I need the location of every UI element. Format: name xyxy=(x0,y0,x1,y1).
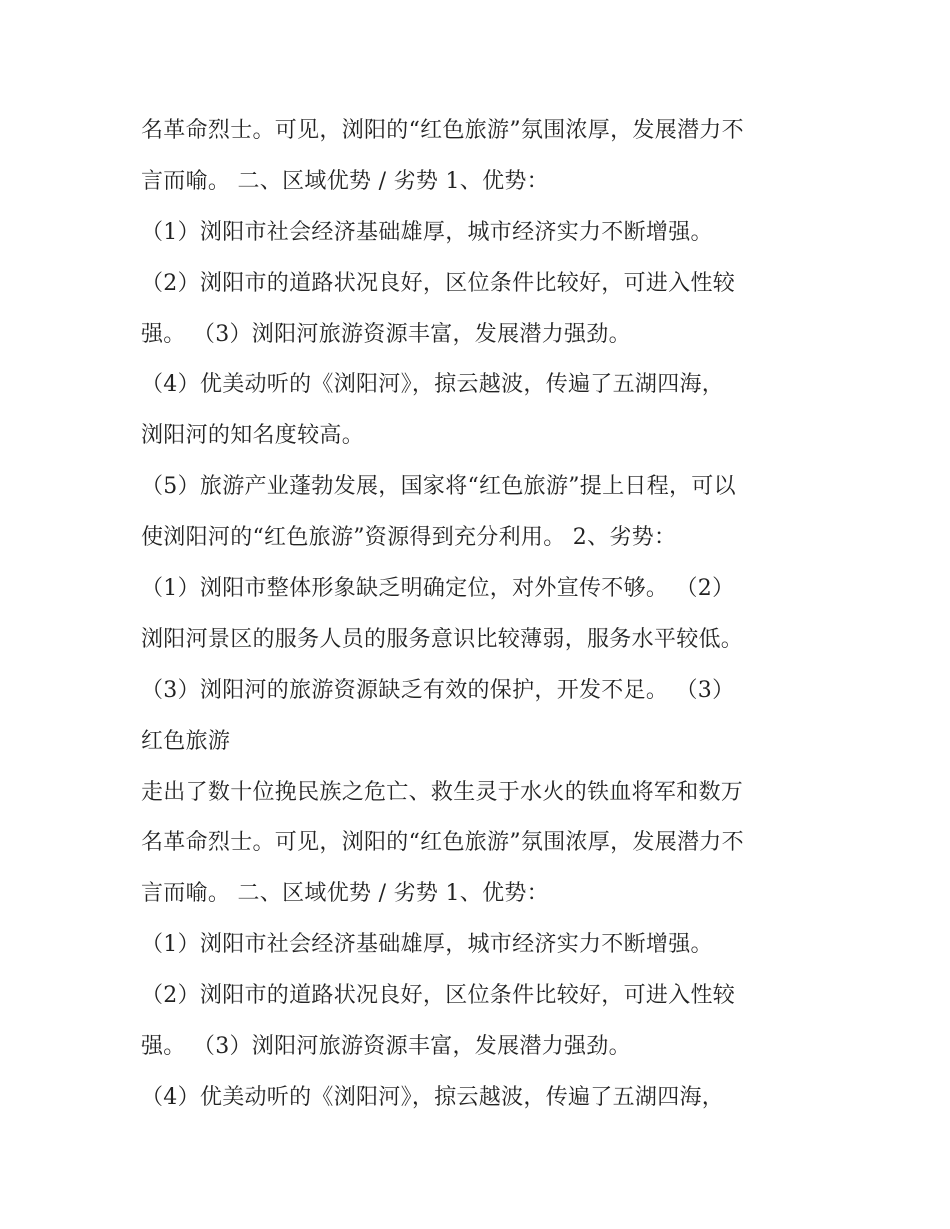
text-line: 强。 （3）浏阳河旅游资源丰富，发展潜力强劲。 xyxy=(141,1034,631,1060)
text-line: 名革命烈士。可见，浏阳的“红色旅游”氛围浓厚，发展潜力不 xyxy=(141,118,744,143)
text-line: （4）优美动听的《浏阳河》，掠云越波，传遍了五湖四海， xyxy=(141,1084,725,1110)
text-line: （1）浏阳市社会经济基础雄厚，城市经济实力不断增强。 xyxy=(141,219,713,245)
text-line: 红色旅游 xyxy=(141,728,231,754)
text-line: 言而喻。 二、区域优势 / 劣势 1、优势： xyxy=(141,881,549,907)
text-line: 浏阳河景区的服务人员的服务意识比较薄弱，服务水平较低。 xyxy=(141,626,744,652)
text-line: （2）浏阳市的道路状况良好，区位条件比较好，可进入性较 xyxy=(141,983,736,1009)
text-line: （4）优美动听的《浏阳河》，掠云越波，传遍了五湖四海， xyxy=(141,372,725,398)
text-line: 使浏阳河的“红色旅游”资源得到充分利用。 2、劣势： xyxy=(141,525,677,551)
text-line: （3）浏阳河的旅游资源缺乏有效的保护，开发不足。 （3） xyxy=(141,677,735,703)
document-body xyxy=(141,106,821,1124)
text-line: 浏阳河的知名度较高。 xyxy=(141,423,365,449)
text-line: 名革命烈士。可见，浏阳的“红色旅游”氛围浓厚，发展潜力不 xyxy=(141,830,744,856)
text-line: 走出了数十位挽民族之危亡、救生灵于水火的铁血将军和数万 xyxy=(141,779,744,805)
text-line: （2）浏阳市的道路状况良好，区位条件比较好，可进入性较 xyxy=(141,270,736,296)
text-line: （1）浏阳市社会经济基础雄厚，城市经济实力不断增强。 xyxy=(141,932,713,958)
text-line: （1）浏阳市整体形象缺乏明确定位，对外宣传不够。 （2） xyxy=(141,576,735,602)
text-line: 言而喻。 二、区域优势 / 劣势 1、优势： xyxy=(141,168,549,194)
text-line: 强。 （3）浏阳河旅游资源丰富，发展潜力强劲。 xyxy=(141,321,631,347)
text-line: （5）旅游产业蓬勃发展，国家将“红色旅游”提上日程，可以 xyxy=(141,474,736,500)
